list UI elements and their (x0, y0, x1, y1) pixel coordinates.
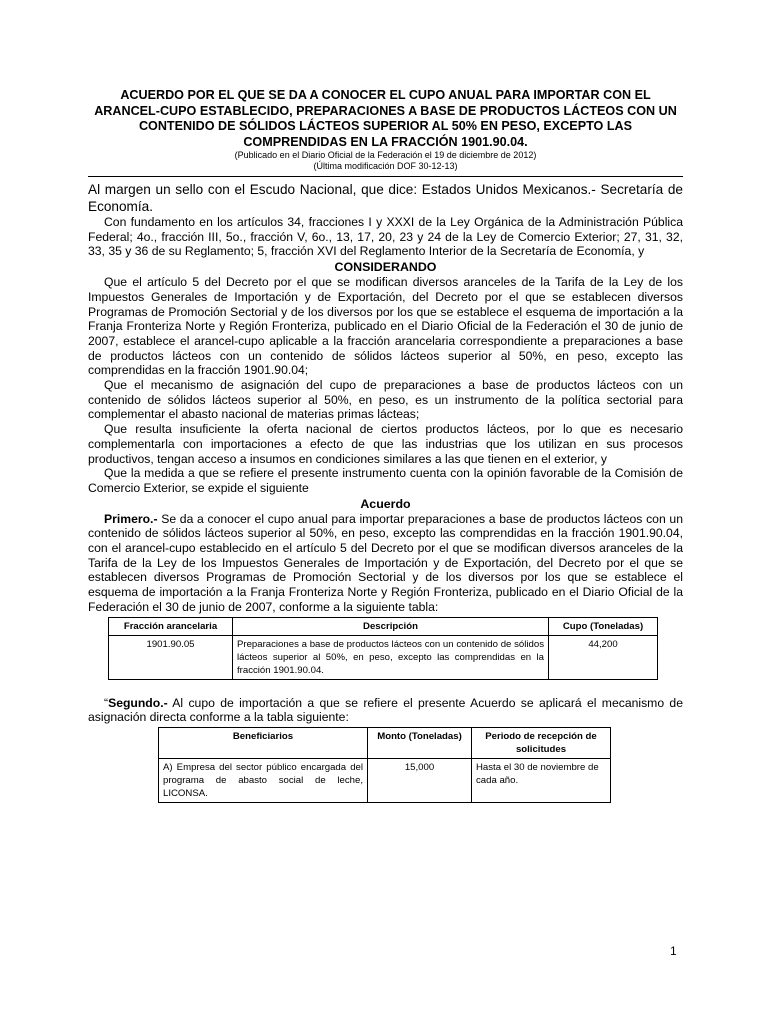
table-cell: Hasta el 30 de noviembre de cada año. (472, 758, 611, 802)
primero-text: Se da a conocer el cupo anual para importar preparaciones a base de productos lácteos con un contenido de sólidos lácteos superior al 50%, en peso, excepto las comprendidas en la fracción 1901.90.04, con el arancel-cupo establecido en el artículo 5 del Decreto por el que se modifican diversos aranceles de la Tarifa de la Ley de los Impuestos Generales de Importación y de Exportación, del Decreto por el que se establecen diversos Programas de Promoción Sectorial y de los diversos por los que se establece el esquema de importación a la Franja Fronteriza Norte y Región Fronteriza, publicado en el Diario Oficial de la Federación el 30 de junio de 2007, conforme a la siguiente tabla: (88, 511, 683, 614)
considerando-heading: CONSIDERANDO (334, 260, 437, 275)
table-header-cell: Beneficiarios (159, 727, 368, 758)
table-cell: 44,200 (549, 635, 658, 679)
considerando-paragraph-4: Que la medida a que se refiere el presente instrumento cuenta con la opinión favorable de la Comisión de Comercio Exterior, se expide el siguiente (88, 466, 683, 495)
table-header-row (159, 727, 611, 758)
table-row (109, 635, 658, 679)
segundo-text: Al cupo de importación a que se refiere el presente Acuerdo se aplicará el mecanismo de asignación directa conforme a la tabla siguiente: (88, 695, 683, 725)
segundo-quote: “ (104, 695, 109, 710)
document-page (88, 88, 683, 803)
table-header-cell: Fracción arancelaria (109, 617, 233, 635)
segundo-paragraph (88, 696, 683, 725)
margin-note: Al margen un sello con el Escudo Nacional, que dice: Estados Unidos Mexicanos.- Secretaría de Economía. (88, 182, 683, 214)
title-divider (88, 176, 683, 177)
modification-note: (Última modificación DOF 30-12-13) (313, 161, 458, 171)
publication-note: (Publicado en el Diario Oficial de la Federación el 19 de diciembre de 2012) (234, 150, 537, 160)
considerando-paragraph-1: Que el artículo 5 del Decreto por el que se modifican diversos aranceles de la Tarifa de la Ley de los Impuestos Generales de Importación y de Exportación, del Decreto por el que se establecen diversos Programas de Promoción Sectorial y de los diversos por los que se establece el esquema de importación a la Franja Fronteriza Norte y Región Fronteriza, publicado en el Diario Oficial de la Federación el 30 de junio de 2007, establece el arancel-cupo aplicable a la fracción arancelaria correspondiente a preparaciones a base de productos lácteos con un contenido de sólidos lácteos superior al 50%, en peso, excepto las comprendidas en la fracción 1901.90.04; (88, 275, 683, 378)
fundamento-paragraph: Con fundamento en los artículos 34, fracciones I y XXXI de la Ley Orgánica de la Administración Pública Federal; 4o., fracción III, 5o., fracción V, 6o., 13, 17, 20, 23 y 24 de la Ley de Comercio Exterior; 27, 31, 32, 33, 35 y 36 de su Reglamento; 5, fracción XVI del Reglamento Interior de la Secretaría de Economía, y (88, 215, 683, 259)
acuerdo-heading: Acuerdo (360, 496, 411, 511)
considerando-paragraph-3: Que resulta insuficiente la oferta nacional de ciertos productos lácteos, por lo que es necesario complementarla con importaciones a efecto de que las industrias que los utilizan en sus procesos productivos, tengan acceso a insumos en condiciones similares a las que tienen en el exterior, y (88, 422, 683, 466)
table-cell: A) Empresa del sector público encargada del programa de abasto social de leche, LICONSA. (159, 758, 368, 802)
table-header-row (109, 617, 658, 635)
table-header-cell: Monto (Toneladas) (368, 727, 472, 758)
primero-label: Primero.- (104, 511, 158, 526)
table-header-cell: Descripción (233, 617, 549, 635)
document-title: ACUERDO POR EL QUE SE DA A CONOCER EL CUPO ANUAL PARA IMPORTAR CON EL ARANCEL-CUPO ESTABLECIDO, PREPARACIONES A BASE DE PRODUCTOS LÁCTEOS CON UN CONTENIDO DE SÓLIDOS LÁCTEOS SUPERIOR AL 50% EN PESO, EXCEPTO LAS COMPRENDIDAS EN LA FRACCIÓN 1901.90.04. (94, 88, 677, 149)
considerando-paragraph-2: Que el mecanismo de asignación del cupo de preparaciones a base de productos lácteos con un contenido de sólidos lácteos superior al 50%, en peso, es un instrumento de la política sectorial para complementar el abasto nacional de materias primas lácteas; (88, 378, 683, 422)
segundo-label: Segundo.- (108, 695, 168, 710)
table-cell: 1901.90.05 (109, 635, 233, 679)
table-row (159, 758, 611, 802)
page-number: 1 (670, 944, 677, 958)
primero-paragraph (88, 512, 683, 615)
cupo-table (108, 617, 658, 680)
beneficiarios-table (158, 727, 611, 803)
table-header-cell: Periodo de recepción de solicitudes (472, 727, 611, 758)
table-cell: 15,000 (368, 758, 472, 802)
table-cell: Preparaciones a base de productos lácteos con un contenido de sólidos lácteos superior al 50%, en peso, excepto las comprendidas en la fracción 1901.90.04. (233, 635, 549, 679)
table-header-cell: Cupo (Toneladas) (549, 617, 658, 635)
